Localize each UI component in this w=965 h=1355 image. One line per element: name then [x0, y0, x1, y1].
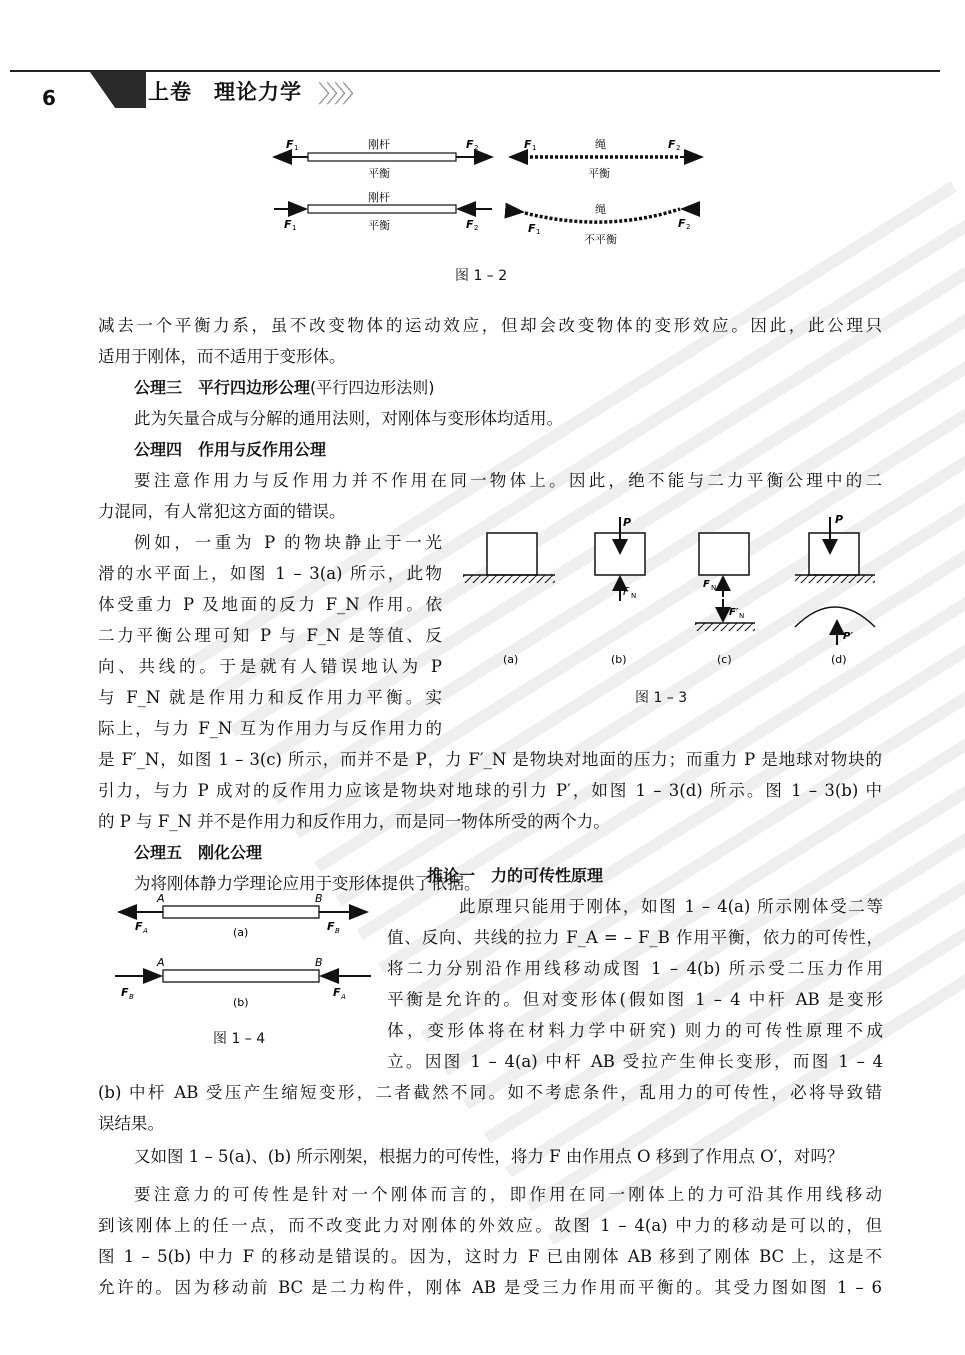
- svg-text:(c): (c): [717, 653, 732, 666]
- earth-surface: [795, 607, 875, 627]
- paragraph: 是 F′_N，如图 1 – 3(c) 所示，而并不是 P，力 F′_N 是物块对地面的压力；而重力 P 是地球对物块的: [98, 750, 882, 769]
- svg-text:1: 1: [292, 224, 297, 232]
- bar-ab-compression: [163, 970, 319, 982]
- svg-text:A: A: [341, 993, 346, 1001]
- paragraph: 到该刚体上的任一点，而不改变此力对刚体的外效应。故图 1 – 4(a) 中力的移动是可以的，但: [98, 1216, 882, 1235]
- paragraph: 允许的。因为移动前 BC 是二力构件，刚体 AB 是受三力作用而平衡的。其受力图如图 1 – 6: [98, 1278, 882, 1297]
- svg-text:1: 1: [532, 144, 537, 152]
- paragraph: 体，变形体将在材料力学中研究) 则力的可传性原理不成: [387, 1021, 883, 1040]
- paragraph: 引力，与力 P 成对的反作用力应该是物块对地球的引力 P′，如图 1 – 3(d) 所示。图 1 – 3(b) 中: [98, 781, 882, 800]
- paragraph: 要注意作用力与反作用力并不作用在同一物体上。因此，绝不能与二力平衡公理中的二: [134, 471, 882, 490]
- svg-text:1: 1: [536, 228, 541, 236]
- paragraph: 为将刚体静力学理论应用于变形体提供了依据。: [134, 874, 481, 893]
- svg-text:F: F: [524, 138, 532, 151]
- axiom-4-heading: 公理四 作用与反作用公理: [134, 440, 327, 459]
- svg-text:F: F: [528, 222, 536, 235]
- svg-text:2: 2: [676, 144, 681, 152]
- axiom-3-heading: 公理三 平行四边形公理(平行四边形法则): [134, 378, 435, 397]
- paragraph: 力混同，有人常犯这方面的错误。: [98, 502, 346, 521]
- paragraph: 将二力分别沿作用线移动成图 1 – 4(b) 所示受二压力作用: [387, 959, 883, 978]
- figure-1-2: [270, 135, 710, 250]
- svg-text:B: B: [129, 993, 134, 1001]
- svg-text:F′: F′: [729, 607, 739, 618]
- paragraph: 此原理只能用于刚体，如图 1 – 4(a) 所示刚体受二等: [459, 897, 883, 916]
- svg-text:平衡: 平衡: [368, 219, 390, 232]
- svg-text:N: N: [711, 584, 717, 592]
- figure-1-3-caption: 图 1 – 3: [635, 690, 688, 706]
- svg-text:(a): (a): [503, 653, 519, 666]
- svg-text:F: F: [327, 920, 335, 933]
- svg-text:绳: 绳: [595, 203, 606, 216]
- svg-text:F: F: [121, 986, 129, 999]
- figure-1-4-caption: 图 1 – 4: [213, 1031, 266, 1047]
- svg-text:F: F: [333, 986, 341, 999]
- svg-text:B: B: [335, 927, 340, 935]
- svg-text:F: F: [284, 218, 292, 231]
- paragraph: 二力平衡公理可知 P 与 F_N 是等值、反: [98, 626, 442, 645]
- figure-1-3: [455, 505, 895, 685]
- chevron-arrows-icon: 〉〉〉〉: [318, 80, 362, 108]
- page-number: 6: [42, 86, 56, 110]
- svg-text:2: 2: [474, 144, 479, 152]
- paragraph: 适用于刚体，而不适用于变形体。: [98, 347, 346, 366]
- svg-text:A: A: [143, 927, 148, 935]
- svg-text:F: F: [135, 920, 143, 933]
- svg-text:(b): (b): [233, 996, 249, 1009]
- svg-text:2: 2: [474, 224, 479, 232]
- rope-label: 绳: [595, 138, 606, 151]
- paragraph: 的 P 与 F_N 并不是作用力和反作用力，而是同一物体所受的两个力。: [98, 812, 610, 831]
- axiom-5-heading: 公理五 刚化公理: [134, 843, 263, 862]
- f2-label: F: [466, 138, 474, 151]
- rigid-bar-tension: [308, 153, 456, 161]
- svg-text:B: B: [315, 956, 323, 969]
- paragraph: 滑的水平面上，如图 1 – 3(a) 所示，此物: [98, 564, 442, 583]
- paragraph: 值、反向、共线的拉力 F_A = – F_B 作用平衡，依力的可传性，: [387, 928, 883, 947]
- svg-text:P′: P′: [843, 631, 853, 642]
- svg-text:(d): (d): [831, 653, 847, 666]
- svg-text:A: A: [157, 892, 165, 905]
- paragraph: 要注意力的可传性是针对一个刚体而言的，即作用在同一刚体上的力可沿其作用线移动: [134, 1185, 882, 1204]
- rigid-label: 刚杆: [368, 138, 390, 151]
- svg-text:平衡: 平衡: [588, 167, 610, 180]
- rigid-label-2: 刚杆: [368, 191, 390, 204]
- svg-text:B: B: [315, 892, 323, 905]
- block-d: [809, 533, 859, 575]
- paragraph: 误结果。: [98, 1114, 164, 1133]
- svg-text:(a): (a): [233, 926, 249, 939]
- paragraph: 图 1 – 5(b) 中力 F 的移动是错误的。因为，这时力 F 已由刚体 AB 移到了刚体 BC 上，这是不: [98, 1247, 882, 1266]
- paragraph: 此为矢量合成与分解的通用法则，对刚体与变形体均适用。: [134, 409, 563, 428]
- svg-text:F: F: [703, 579, 710, 590]
- rigid-bar-compression: [308, 205, 456, 213]
- svg-text:F: F: [623, 585, 630, 598]
- svg-text:F: F: [668, 138, 676, 151]
- svg-text:1: 1: [294, 144, 299, 152]
- svg-text:N: N: [631, 592, 637, 600]
- paragraph: 向、共线的。于是就有人错误地认为 P: [98, 657, 442, 676]
- bar-ab-tension: [163, 906, 319, 918]
- header-tab-shape: [90, 72, 146, 108]
- paragraph: 减去一个平衡力系，虽不改变物体的运动效应，但却会改变物体的变形效应。因此，此公理只: [98, 316, 882, 335]
- svg-text:A: A: [157, 956, 165, 969]
- svg-text:N: N: [739, 612, 745, 620]
- paragraph: 体受重力 P 及地面的反力 F_N 作用。依: [98, 595, 442, 614]
- svg-text:P: P: [835, 513, 844, 526]
- balanced-label: 平衡: [368, 167, 390, 180]
- svg-text:2: 2: [686, 223, 691, 231]
- paragraph: 又如图 1 – 5(a)、(b) 所示刚架，根据力的可传性，将力 F 由作用点 O 移到了作用点 O′，对吗？: [134, 1147, 844, 1166]
- block-a: [487, 533, 537, 575]
- paragraph: (b) 中杆 AB 受压产生缩短变形，二者截然不同。如不考虑条件，乱用力的可传性，必将导致错: [98, 1083, 882, 1102]
- corollary-1-heading: 推论一 力的可传性原理: [427, 866, 604, 885]
- paragraph: 平衡是允许的。但对变形体(假如图 1 – 4 中杆 AB 是变形: [387, 990, 883, 1009]
- f1-label: F: [286, 138, 294, 151]
- svg-text:(b): (b): [611, 653, 627, 666]
- svg-text:F: F: [678, 217, 686, 230]
- figure-1-2-caption: 图 1 – 2: [455, 268, 508, 284]
- running-title: 上卷 理论力学: [148, 80, 302, 104]
- paragraph: 际上，与力 F_N 互为作用力与反作用力的: [98, 719, 442, 738]
- paragraph: 与 F_N 就是作用力和反作用力平衡。实: [98, 688, 442, 707]
- svg-text:F: F: [466, 218, 474, 231]
- header-rule: [10, 70, 940, 72]
- block-c: [699, 533, 749, 575]
- figure-1-4: [105, 890, 380, 1030]
- svg-text:P: P: [623, 516, 632, 529]
- paragraph: 例如，一重为 P 的物块静止于一光: [134, 533, 442, 552]
- paragraph: 立。因图 1 – 4(a) 中杆 AB 受拉产生伸长变形，而图 1 – 4: [387, 1052, 883, 1071]
- unbalanced-label: 不平衡: [584, 233, 617, 246]
